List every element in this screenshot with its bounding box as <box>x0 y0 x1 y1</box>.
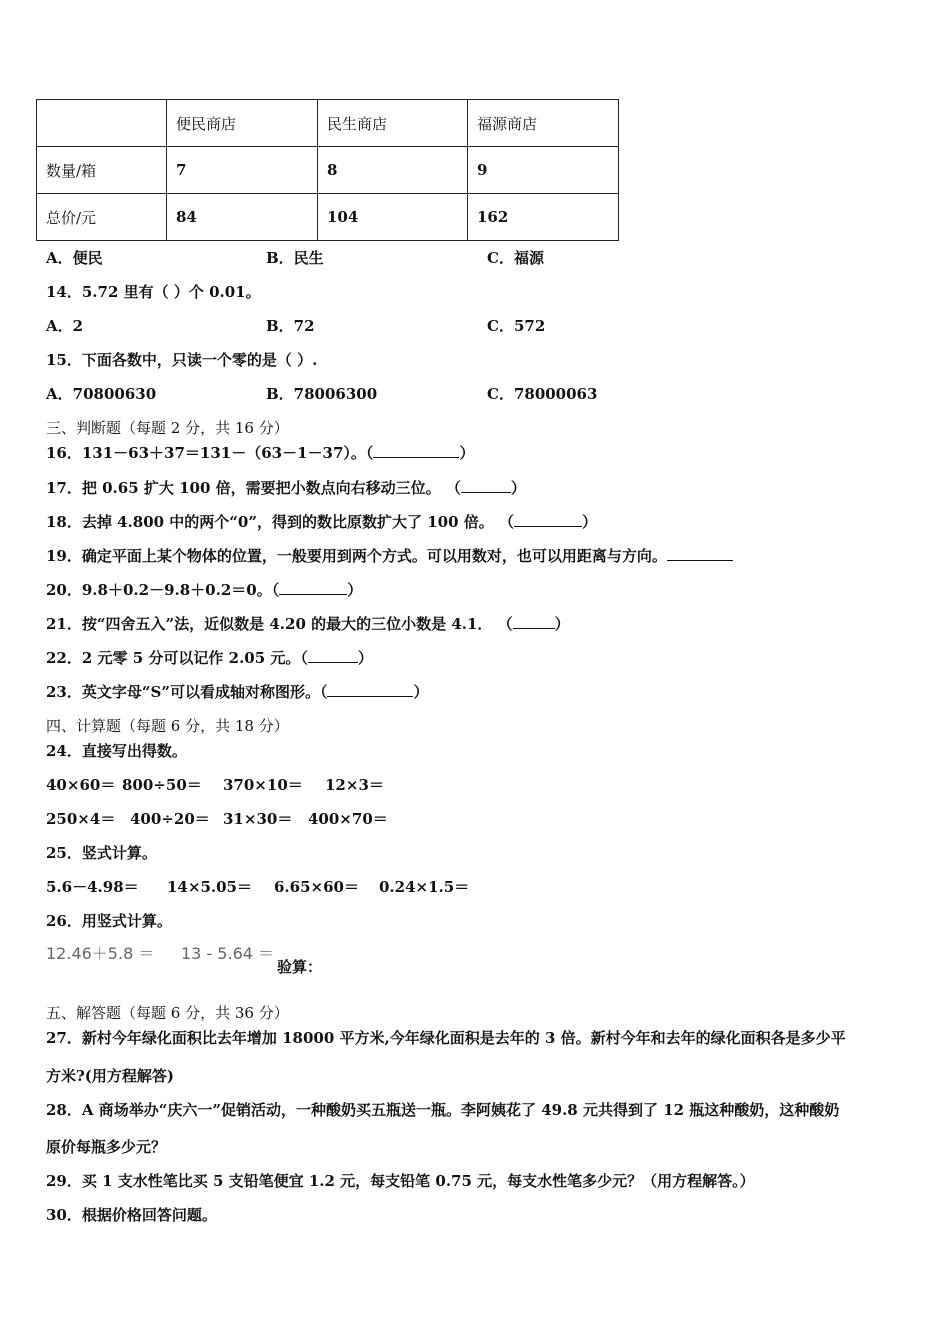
answer-blank[interactable] <box>461 478 511 493</box>
q15-option-c: C．78000063 <box>487 385 598 403</box>
q24-expression: 31×30＝ <box>223 810 293 828</box>
answer-blank[interactable] <box>373 443 459 458</box>
question-16-text: 16．131－63＋37＝131－（63－1－37）。（ <box>46 444 374 462</box>
question-21-close: ） <box>554 615 570 633</box>
question-25: 25．竖式计算。 <box>46 844 157 862</box>
answer-blank[interactable] <box>667 546 733 561</box>
question-29: 29．买 1 支水性笔比买 5 支铅笔便宜 1.2 元，每支铅笔 0.75 元，每支水性笔多少元？（用方程解答。） <box>46 1172 755 1190</box>
q26-expression: 13 - 5.64 ＝ <box>181 944 275 963</box>
question-22-close: ） <box>357 649 373 667</box>
answer-blank[interactable] <box>279 580 347 595</box>
question-17 <box>46 477 526 498</box>
section-5-title: 五、解答题（每题 6 分，共 36 分） <box>46 1004 289 1022</box>
question-22 <box>46 647 373 668</box>
q15-option-b: B．78006300 <box>266 385 378 403</box>
q14-option-a: A．2 <box>46 317 84 335</box>
q24-expression: 370×10＝ <box>223 776 303 794</box>
answer-blank[interactable] <box>308 648 358 663</box>
q14-option-c: C．572 <box>487 317 546 335</box>
table-cell <box>37 100 167 147</box>
question-21-text: 21．按“四舍五入”法，近似数是 4.20 的最大的三位小数是 4.1． （ <box>46 615 513 633</box>
question-18-close: ） <box>581 513 597 531</box>
question-21 <box>46 613 570 634</box>
table-cell: 总价/元 <box>37 194 167 241</box>
table-row <box>37 147 619 194</box>
question-20 <box>46 579 362 600</box>
q24-expression: 400×70＝ <box>308 810 388 828</box>
q24-expression: 40×60＝ <box>46 776 116 794</box>
question-23-close: ） <box>413 683 429 701</box>
q13-option-c: C．福源 <box>487 249 544 267</box>
q24-expression: 250×4＝ <box>46 810 116 828</box>
question-15: 15．下面各数中，只读一个零的是（ ）. <box>46 351 318 369</box>
question-27-line-2: 方米?(用方程解答) <box>46 1067 174 1085</box>
q14-option-b: B．72 <box>266 317 315 335</box>
table-cell: 9 <box>468 147 619 194</box>
q15-option-a: A．70800630 <box>46 385 157 403</box>
q24-expression: 12×3＝ <box>325 776 384 794</box>
table-cell: 84 <box>167 194 318 241</box>
question-17-text: 17．把 0.65 扩大 100 倍，需要把小数点向右移动三位。 （ <box>46 479 461 497</box>
q25-expression: 6.65×60＝ <box>274 878 359 896</box>
question-16-close: ） <box>459 444 475 462</box>
table-cell: 数量/箱 <box>37 147 167 194</box>
q26-check-label: 验算： <box>277 958 323 976</box>
table-cell: 162 <box>468 194 619 241</box>
store-price-table <box>36 99 619 241</box>
table-cell: 福源商店 <box>468 100 619 147</box>
table-cell: 104 <box>318 194 468 241</box>
question-23-text: 23．英文字母“S”可以看成轴对称图形。（ <box>46 683 328 701</box>
q13-option-a: A．便民 <box>46 249 103 267</box>
question-19 <box>46 545 733 566</box>
table-cell: 民生商店 <box>318 100 468 147</box>
table-cell: 8 <box>318 147 468 194</box>
answer-blank[interactable] <box>327 682 413 697</box>
question-16 <box>46 442 474 463</box>
table-row <box>37 194 619 241</box>
section-3-title: 三、判断题（每题 2 分，共 16 分） <box>46 419 289 437</box>
q13-option-b: B．民生 <box>266 249 324 267</box>
question-17-close: ） <box>510 479 526 497</box>
question-20-text: 20．9.8＋0.2－9.8＋0.2＝0。（ <box>46 581 280 599</box>
question-19-text: 19．确定平面上某个物体的位置，一般要用到两个方式。可以用数对，也可以用距离与方向。 <box>46 547 667 565</box>
table-cell: 便民商店 <box>167 100 318 147</box>
question-20-close: ） <box>347 581 363 599</box>
question-18-text: 18．去掉 4.800 中的两个“0”，得到的数比原数扩大了 100 倍。 （ <box>46 513 514 531</box>
question-28-line-2: 原价每瓶多少元？ <box>46 1138 167 1156</box>
q25-expression: 0.24×1.5＝ <box>379 878 470 896</box>
q24-expression: 400÷20＝ <box>130 810 210 828</box>
answer-blank[interactable] <box>513 614 555 629</box>
answer-blank[interactable] <box>514 512 582 527</box>
q25-expression: 5.6－4.98＝ <box>46 878 139 896</box>
question-27-line-1: 27．新村今年绿化面积比去年增加 18000 平方米,今年绿化面积是去年的 3 倍。新村今年和去年的绿化面积各是多少平 <box>46 1029 846 1047</box>
q26-expression: 12.46＋5.8 ＝ <box>46 944 155 963</box>
q25-expression: 14×5.05＝ <box>167 878 252 896</box>
question-23 <box>46 681 428 702</box>
question-30: 30．根据价格回答问题。 <box>46 1206 217 1224</box>
section-4-title: 四、计算题（每题 6 分，共 18 分） <box>46 717 289 735</box>
table-row <box>37 100 619 147</box>
q24-expression: 800÷50＝ <box>122 776 202 794</box>
question-22-text: 22．2 元零 5 分可以记作 2.05 元。（ <box>46 649 308 667</box>
question-28-line-1: 28．A 商场举办“庆六一”促销活动，一种酸奶买五瓶送一瓶。李阿姨花了 49.8 元共得到了 12 瓶这种酸奶，这种酸奶 <box>46 1101 840 1119</box>
question-14: 14．5.72 里有（ ）个 0.01。 <box>46 283 261 301</box>
table-cell: 7 <box>167 147 318 194</box>
question-26: 26．用竖式计算。 <box>46 912 172 930</box>
question-18 <box>46 511 597 532</box>
question-24: 24．直接写出得数。 <box>46 742 187 760</box>
